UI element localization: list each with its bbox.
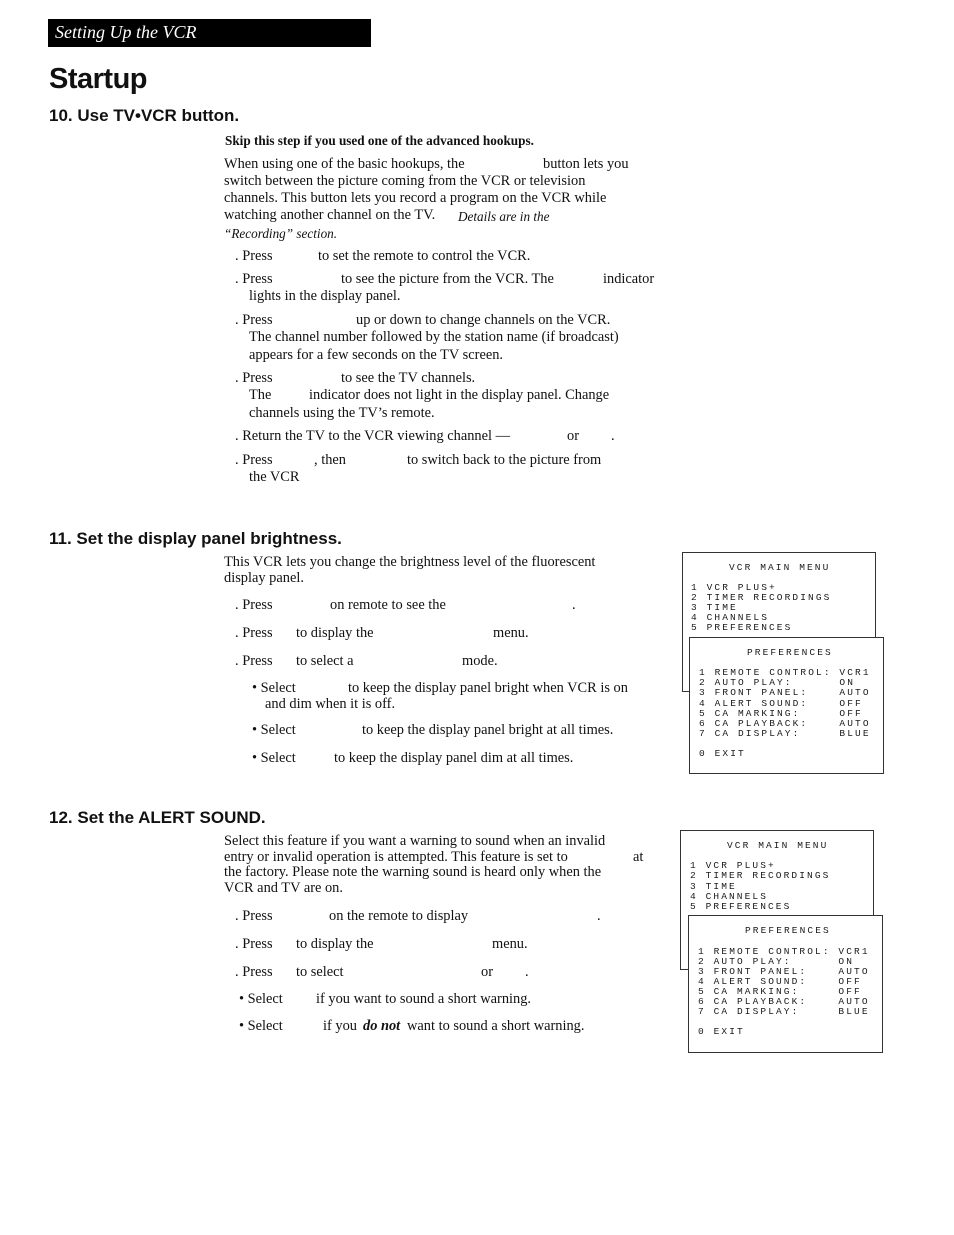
s11-bullet1-b: to keep the display panel bright when VCR is on [348,680,628,696]
s10-step6-a: . Press [235,452,273,468]
s11-step3-c: mode. [462,653,498,669]
s10-step4-e: channels using the TV’s remote. [249,405,435,421]
s10-step3-a: . Press [235,312,273,328]
main-menu-item: 1 VCR PLUS+ [690,860,776,871]
s11-intro-1: This VCR lets you change the brightness level of the fluorescent [224,554,596,570]
s12-intro-2a: entry or invalid operation is attempted. This feature is set to [224,849,568,865]
s11-bullet3-b: to keep the display panel dim at all times. [334,750,574,766]
section-10-heading: 10. Use TV•VCR button. [49,106,240,125]
s12-bullet2-a: • Select [239,1018,283,1034]
preferences-menu-item: 5 CA MARKING: OFF [699,708,863,719]
s11-step3-a: . Press [235,653,273,669]
s12-step2-c: menu. [492,936,528,952]
s10-step6-c: to switch back to the picture from [407,452,602,468]
s10-step3-b: up or down to change channels on the VCR. [356,312,611,328]
s11-step1-a: . Press [235,597,273,613]
s10-step6-d: the VCR [249,469,300,485]
s12-bullet2-emph: do not [363,1018,401,1034]
preferences-menu-exit: 0 EXIT [699,748,746,759]
preferences-menu-item: 1 REMOTE CONTROL: VCR1 [698,946,870,957]
s10-step3-d: appears for a few seconds on the TV screen. [249,347,504,363]
main-menu-item: 3 TIME [691,602,738,613]
s10-step4-c: The [249,387,272,403]
s12-step3-d: . [525,964,529,980]
s11-step1-c: . [572,597,576,613]
s10-step5-a: . Return the TV to the VCR viewing channel — [235,428,510,444]
s12-intro-4: VCR and TV are on. [224,880,343,896]
s10-intro-1a: When using one of the basic hookups, the [224,156,465,172]
main-menu-item: 3 TIME [690,881,737,892]
s11-step2-a: . Press [235,625,273,641]
section-10-note: Skip this step if you used one of the advanced hookups. [225,133,534,148]
s12-intro-1: Select this feature if you want a warning to sound when an invalid [224,833,606,849]
s10-intro-2: switch between the picture coming from the VCR or television [224,173,586,189]
s10-step2-d: lights in the display panel. [249,288,401,304]
main-menu-item: 1 VCR PLUS+ [691,582,777,593]
main-menu-item: 2 TIMER RECORDINGS [691,592,832,603]
s12-bullet1-b: if you want to sound a short warning. [316,991,532,1007]
preferences-menu-item: 3 FRONT PANEL: AUTO [699,687,871,698]
s12-step1-c: . [597,908,601,924]
preferences-menu-exit: 0 EXIT [698,1026,745,1037]
s10-step4-d: indicator does not light in the display panel. Change [309,387,610,403]
page-title: Startup [49,63,147,95]
s11-intro-2: display panel. [224,570,304,586]
section-12-heading: 12. Set the ALERT SOUND. [49,808,266,827]
s12-step3-c: or [481,964,493,980]
s10-step3-c: The channel number followed by the station name (if broadcast) [249,329,619,345]
s12-bullet1-a: • Select [239,991,283,1007]
s12-bullet2-b: if you [323,1018,357,1034]
preferences-menu-item: 2 AUTO PLAY: ON [699,677,856,688]
s10-step5-b: or [567,428,579,444]
s11-bullet2-b: to keep the display panel bright at all times. [362,722,614,738]
s10-intro-4: watching another channel on the TV. [224,207,436,223]
s10-step1-a: . Press [235,248,273,264]
main-menu-item: 5 PREFERENCES [690,901,792,912]
preferences-menu-item: 7 CA DISPLAY: BLUE [699,728,871,739]
preferences-menu-item: 1 REMOTE CONTROL: VCR1 [699,667,871,678]
s10-step2-b: to see the picture from the VCR. The [341,271,554,287]
s10-intro-details: Details are in the [458,209,550,224]
s12-step1-b: on the remote to display [329,908,469,924]
s10-step5-c: . [611,428,615,444]
preferences-menu-item: 4 ALERT SOUND: OFF [699,698,863,709]
preferences-menu-item: 3 FRONT PANEL: AUTO [698,966,870,977]
s12-intro-2b: at [633,849,644,865]
main-menu-title: VCR MAIN MENU [727,840,829,851]
preferences-menu-item: 5 CA MARKING: OFF [698,986,862,997]
s10-step2-c: indicator [603,271,655,287]
section-11-heading: 11. Set the display panel brightness. [49,529,342,548]
s12-step1-a: . Press [235,908,273,924]
s12-bullet2-c: want to sound a short warning. [407,1018,585,1034]
section-banner [48,19,371,47]
s10-step6-b: , then [314,452,346,468]
s12-intro-3: the factory. Please note the warning sound is heard only when the [224,864,602,880]
s10-step2-a: . Press [235,271,273,287]
s10-intro-3: channels. This button lets you record a program on the VCR while [224,190,607,206]
s11-bullet1-a: • Select [252,680,296,696]
s12-step2-a: . Press [235,936,273,952]
preferences-menu-screen-2 [688,915,883,1053]
banner-text: Setting Up the VCR [55,22,197,42]
s10-intro-recording: “Recording” section. [224,226,338,241]
main-menu-item: 2 TIMER RECORDINGS [690,870,831,881]
s12-step2-b: to display the [296,936,374,952]
preferences-menu-item: 4 ALERT SOUND: OFF [698,976,862,987]
s10-intro-1b: button lets you [543,156,629,172]
preferences-menu-screen-1 [689,637,884,774]
preferences-menu-item: 2 AUTO PLAY: ON [698,956,855,967]
main-menu-item: 5 PREFERENCES [691,622,793,633]
s11-bullet3-a: • Select [252,750,296,766]
s11-bullet1-c: and dim when it is off. [265,696,396,712]
preferences-menu-title: PREFERENCES [745,925,831,936]
s11-bullet2-a: • Select [252,722,296,738]
preferences-menu-item: 6 CA PLAYBACK: AUTO [698,996,870,1007]
preferences-menu-item: 7 CA DISPLAY: BLUE [698,1006,870,1017]
s10-step4-a: . Press [235,370,273,386]
s11-step2-b: to display the [296,625,374,641]
s10-step1-b: to set the remote to control the VCR. [318,248,531,264]
main-menu-title: VCR MAIN MENU [729,562,831,573]
main-menu-item: 4 CHANNELS [690,891,769,902]
s12-step3-a: . Press [235,964,273,980]
s10-step4-b: to see the TV channels. [341,370,476,386]
preferences-menu-title: PREFERENCES [747,647,833,658]
s12-step3-b: to select [296,964,344,980]
s11-step1-b: on remote to see the [330,597,446,613]
s11-step2-c: menu. [493,625,529,641]
preferences-menu-item: 6 CA PLAYBACK: AUTO [699,718,871,729]
s11-step3-b: to select a [296,653,354,669]
main-menu-item: 4 CHANNELS [691,612,770,623]
